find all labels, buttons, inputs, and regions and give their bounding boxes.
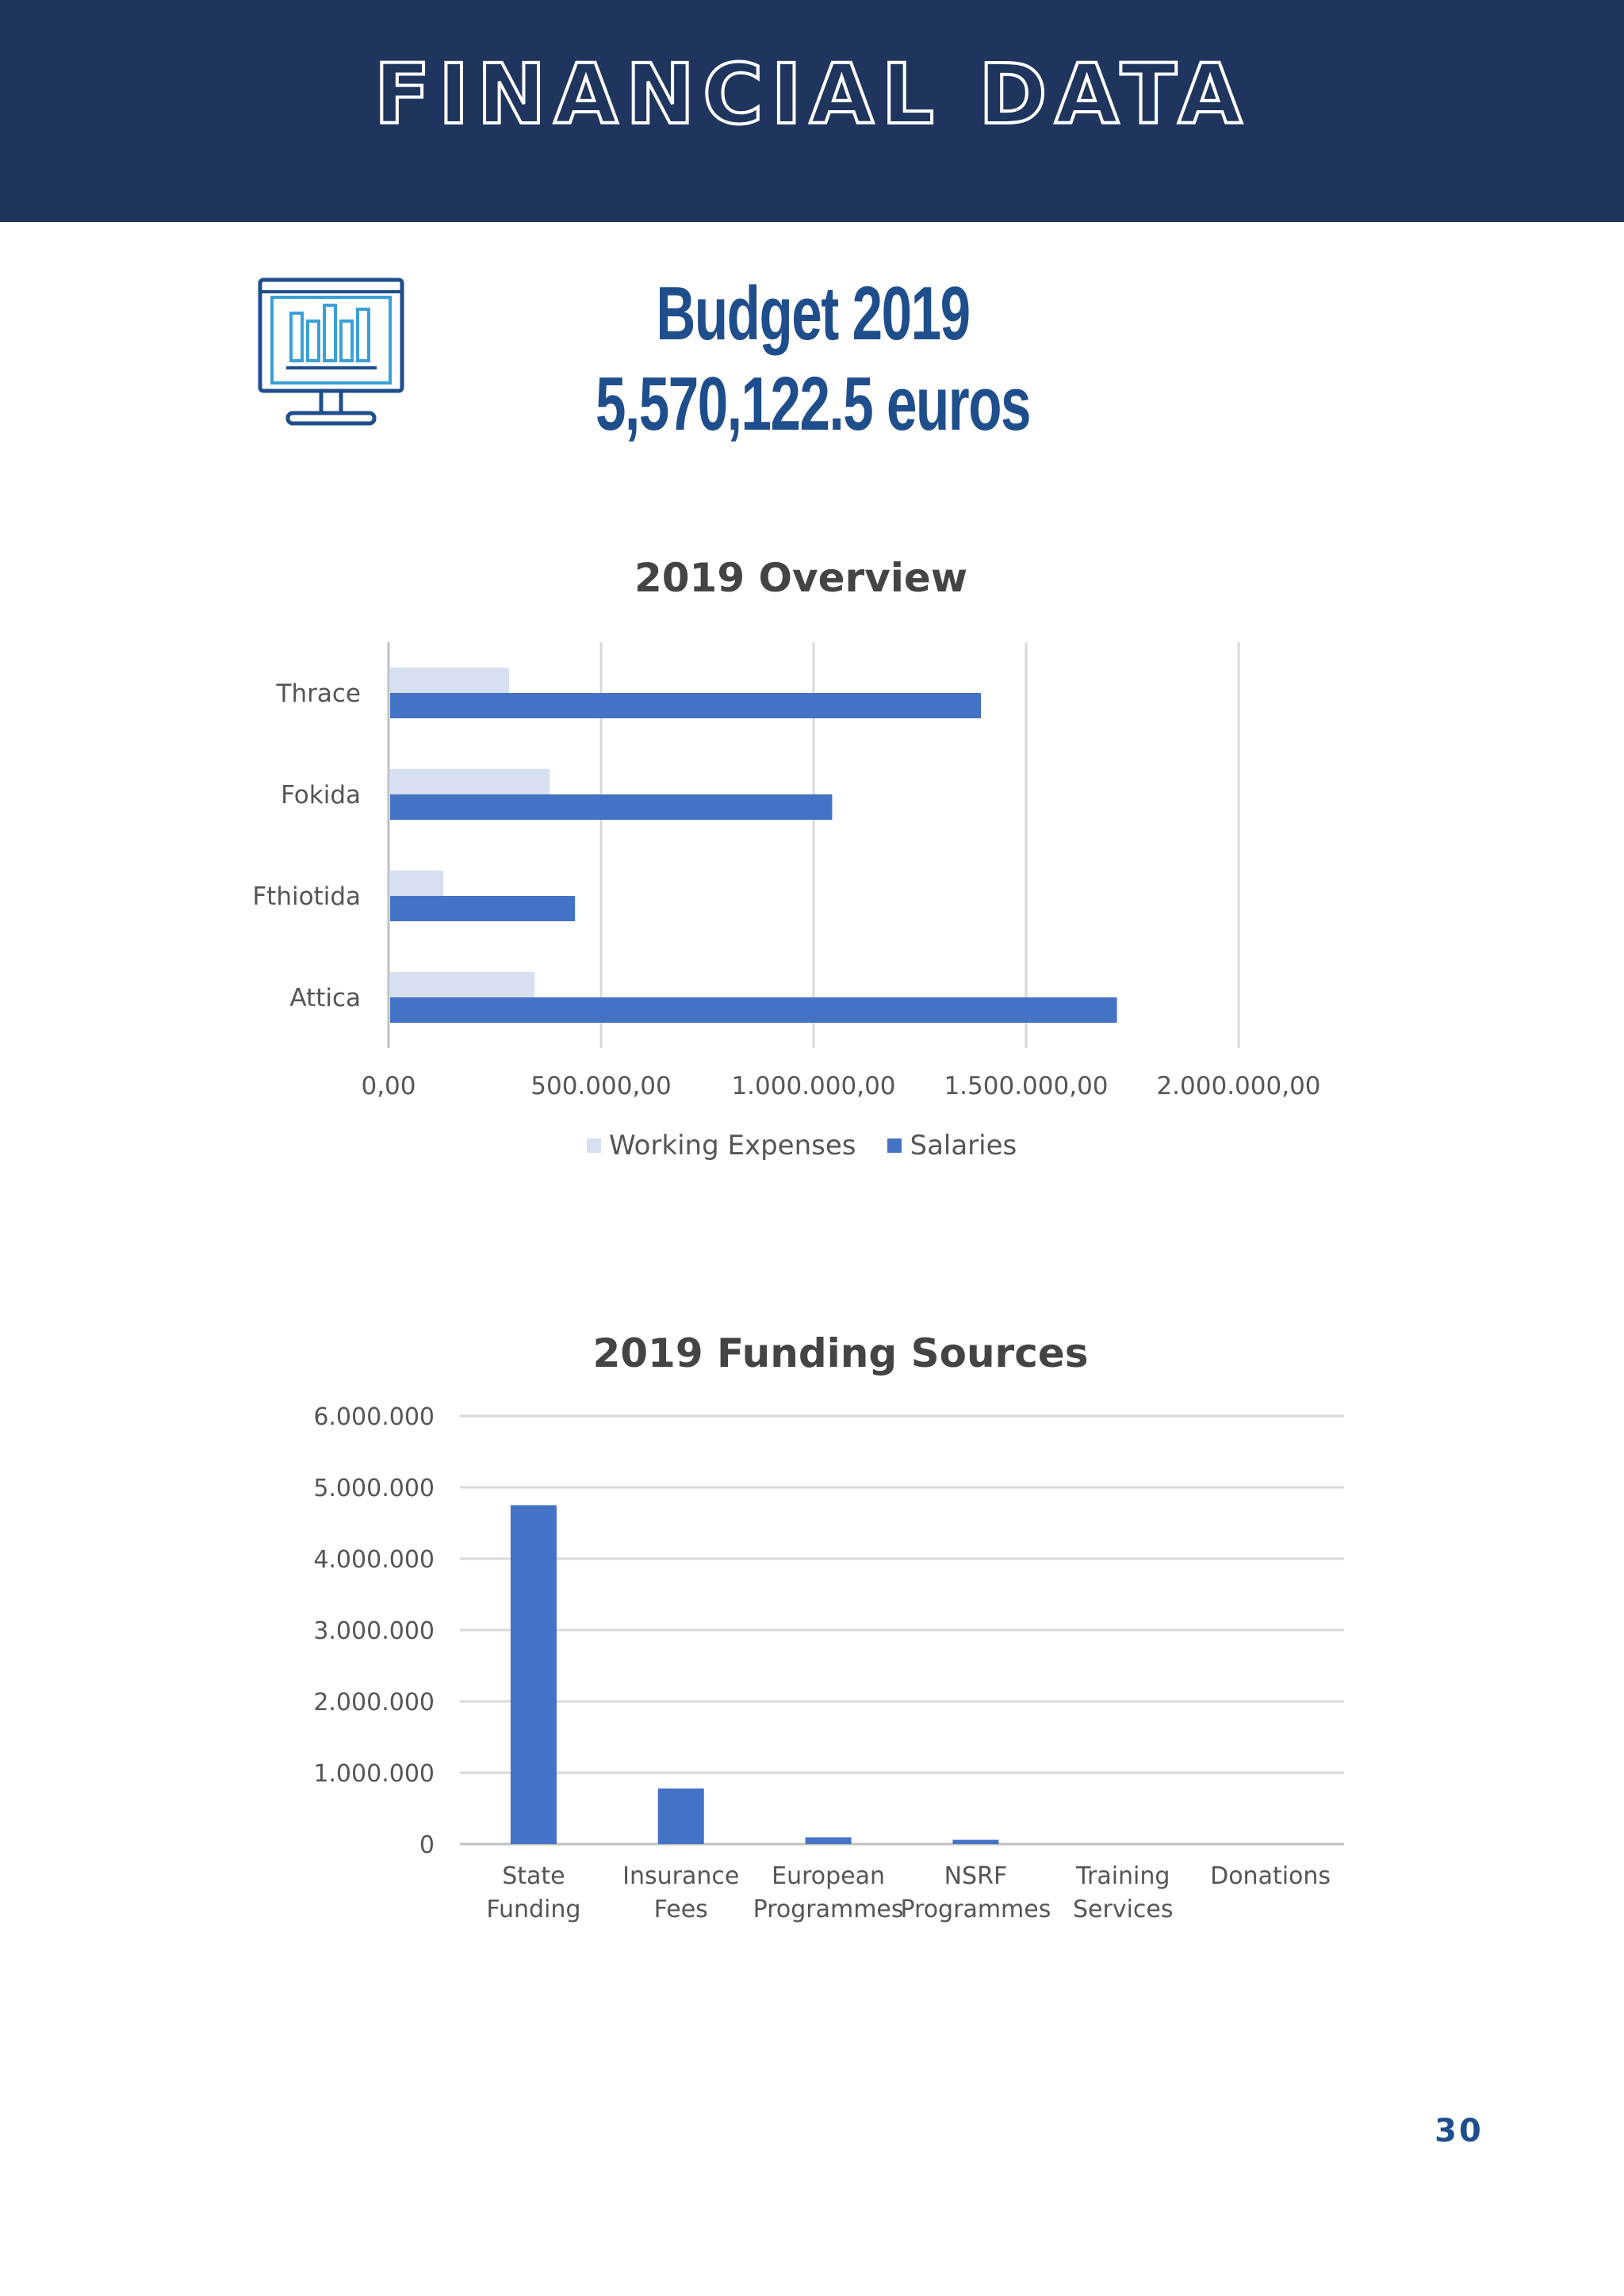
- y-tick-label: 5.000.000: [313, 1475, 435, 1502]
- bar: [658, 1789, 704, 1844]
- legend-label-working-expenses: Working Expenses: [609, 1130, 856, 1161]
- category-label: NSRF: [944, 1862, 1008, 1890]
- category-label: Funding: [486, 1896, 581, 1923]
- overview-legend: [587, 1126, 1017, 1165]
- x-tick-label: 1.000.000,00: [731, 1072, 896, 1100]
- x-tick-label: 1.500.000,00: [944, 1072, 1109, 1100]
- category-label: Training: [1076, 1862, 1170, 1890]
- overview-chart-title: 2019 Overview: [634, 555, 968, 601]
- category-label: Fthiotida: [252, 882, 361, 911]
- bar: [390, 693, 981, 718]
- budget-summary: [581, 270, 1044, 450]
- legend-item-working-expenses: [587, 1130, 856, 1161]
- y-tick-label: 6.000.000: [313, 1403, 435, 1431]
- bar: [952, 1840, 998, 1844]
- overview-chart: [0, 618, 1624, 1110]
- bar: [390, 997, 1117, 1023]
- category-label: Donations: [1210, 1862, 1331, 1890]
- y-tick-label: 1.000.000: [313, 1760, 435, 1788]
- bar: [390, 769, 550, 794]
- category-label: Fokida: [281, 781, 361, 809]
- legend-item-salaries: [887, 1130, 1017, 1161]
- budget-amount: 5,570,122.5 euros: [595, 362, 1031, 446]
- page-title: FINANCIAL DATA: [373, 46, 1251, 143]
- bar: [806, 1837, 852, 1844]
- header-banner: [0, 0, 1624, 222]
- bar: [511, 1506, 557, 1845]
- category-label: Thrace: [276, 679, 361, 708]
- category-label: Programmes: [900, 1896, 1051, 1923]
- category-label: Insurance: [622, 1862, 740, 1890]
- y-tick-label: 4.000.000: [313, 1546, 435, 1574]
- y-tick-label: 0: [419, 1831, 435, 1859]
- x-tick-label: 0,00: [361, 1072, 416, 1100]
- y-tick-label: 3.000.000: [313, 1617, 435, 1645]
- category-label: Fees: [653, 1896, 708, 1923]
- funding-chart-title: 2019 Funding Sources: [592, 1330, 1089, 1376]
- bar: [390, 668, 509, 693]
- monitor-chart-icon: [258, 277, 404, 427]
- category-label: Services: [1072, 1896, 1174, 1923]
- budget-title: Budget 2019: [656, 271, 970, 356]
- legend-label-salaries: Salaries: [910, 1130, 1017, 1161]
- category-label: European: [772, 1862, 886, 1890]
- category-label: State: [502, 1862, 565, 1890]
- x-tick-label: 500.000,00: [530, 1072, 672, 1100]
- category-label: Programmes: [753, 1896, 904, 1923]
- category-label: Attica: [289, 984, 361, 1012]
- page-number: 30: [1434, 2113, 1484, 2149]
- funding-chart: [0, 1387, 1624, 1942]
- bar: [390, 871, 443, 896]
- bar: [390, 972, 534, 997]
- legend-swatch-working-expenses: [587, 1138, 601, 1153]
- legend-swatch-salaries: [887, 1138, 902, 1153]
- x-tick-label: 2.000.000,00: [1156, 1072, 1321, 1100]
- y-tick-label: 2.000.000: [313, 1689, 435, 1716]
- bar: [390, 896, 575, 921]
- bar: [390, 794, 832, 820]
